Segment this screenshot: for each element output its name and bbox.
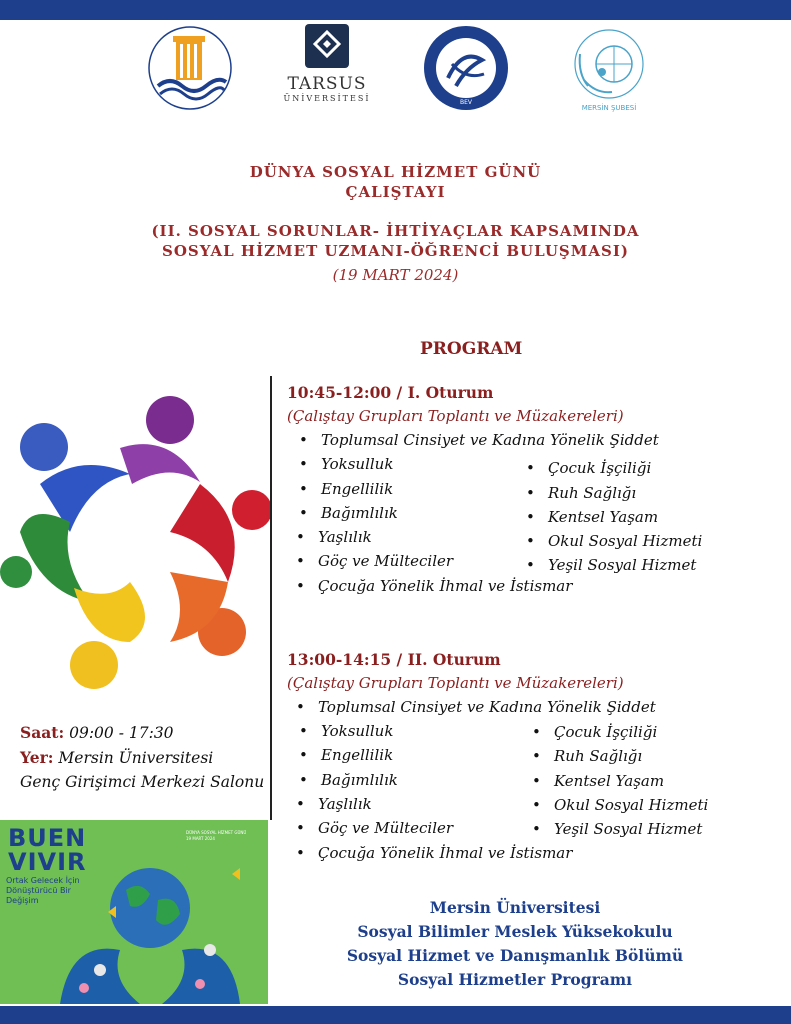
session1-subtitle: (Çalıştay Grupları Toplantı ve Müzakereleri) [287, 407, 624, 425]
footer-department: Sosyal Hizmet ve Danışmanlık Bölümü [346, 946, 684, 965]
place-value-line2: Genç Girişimci Merkezi Salonu [20, 773, 265, 791]
mersin-university-logo [140, 24, 240, 112]
buen-vivir-poster [0, 820, 268, 1004]
poster-small-2: 19 MART 2024 [186, 836, 215, 841]
event-title-line2: ÇALIŞTAYI [345, 183, 446, 201]
list-item: • Yoksulluk [321, 455, 393, 473]
program-title: PROGRAM [420, 339, 523, 359]
place-info [20, 748, 213, 767]
list-item: • Göç ve Mülteciler [318, 819, 453, 837]
people-circle-illustration [0, 392, 270, 692]
session2-title: 13:00-14:15 / II. Oturum [287, 650, 501, 669]
list-item: • Çocuk İşçiliği [554, 723, 657, 741]
footer-university: Mersin Üniversitesi [429, 898, 601, 917]
poster-sub-3: Değişim [6, 896, 39, 905]
poster-title-1: BUEN [8, 824, 87, 852]
footer-program: Sosyal Hizmetler Programı [397, 970, 633, 989]
time-label: Saat: [20, 723, 65, 742]
list-item: • Çocuk İşçiliği [548, 459, 651, 477]
list-item: • Yeşil Sosyal Hizmet [548, 556, 696, 574]
list-item: • Yaşlılık [318, 528, 372, 546]
poster-sub-1: Ortak Gelecek İçin [6, 876, 80, 885]
list-item: • Toplumsal Cinsiyet ve Kadına Yönelik Şiddet [318, 698, 656, 716]
session1-title: 10:45-12:00 / I. Oturum [287, 383, 494, 402]
cag-university-logo [422, 24, 510, 112]
list-item: • Engellilik [321, 480, 393, 498]
tarsus-name: TARSUS [287, 74, 367, 94]
event-subtitle-line2: SOSYAL HİZMET UZMANI-ÖĞRENCİ BULUŞMASI) [162, 242, 629, 260]
list-item: • Bağımlılık [321, 504, 398, 522]
poster-sub-2: Dönüştürücü Bir [6, 886, 71, 895]
list-item: • Çocuğa Yönelik İhmal ve İstismar [318, 577, 572, 595]
poster-small-1: DÜNYA SOSYAL HİZMET GÜNÜ [186, 830, 247, 835]
list-item: • Kentsel Yaşam [554, 772, 664, 790]
shud-mersin-logo [566, 24, 652, 116]
footer-school: Sosyal Bilimler Meslek Yüksekokulu [357, 922, 673, 941]
list-item: • Toplumsal Cinsiyet ve Kadına Yönelik Şiddet [321, 431, 659, 449]
divider-line [270, 376, 272, 820]
place-label: Yer: [20, 748, 54, 767]
list-item: • Okul Sosyal Hizmeti [548, 532, 702, 550]
list-item: • Yeşil Sosyal Hizmet [554, 820, 702, 838]
bottom-bar [0, 1006, 791, 1024]
list-item: • Yoksulluk [321, 722, 393, 740]
list-item: • Engellilik [321, 746, 393, 764]
list-item: • Göç ve Mülteciler [318, 552, 453, 570]
dernek-sub: MERSİN ŞUBESİ [581, 104, 637, 112]
poster-globe-hands-art [0, 820, 268, 1004]
event-subtitle-line1: (II. SOSYAL SORUNLAR- İHTİYAÇLAR KAPSAMINDA [151, 222, 640, 240]
top-bar [0, 0, 791, 20]
place-value: Mersin Üniversitesi [58, 749, 214, 767]
list-item: • Kentsel Yaşam [548, 508, 658, 526]
tarsus-sub: ÜNİVERSİTESİ [283, 94, 371, 103]
list-item: • Çocuğa Yönelik İhmal ve İstismar [318, 844, 572, 862]
poster-title-2: VIVIR [8, 848, 87, 876]
tarsus-university-logo [282, 24, 372, 114]
list-item: • Ruh Sağlığı [548, 484, 636, 502]
cag-sub: BEV [459, 99, 473, 106]
list-item: • Yaşlılık [318, 795, 372, 813]
event-date: (19 MART 2024) [332, 266, 459, 284]
list-item: • Bağımlılık [321, 771, 398, 789]
time-value: 09:00 - 17:30 [69, 724, 174, 742]
list-item: • Ruh Sağlığı [554, 747, 642, 765]
session2-subtitle: (Çalıştay Grupları Toplantı ve Müzakereleri) [287, 674, 624, 692]
time-info [20, 723, 174, 742]
event-title-line1: DÜNYA SOSYAL HİZMET GÜNÜ [249, 163, 542, 181]
list-item: • Okul Sosyal Hizmeti [554, 796, 708, 814]
